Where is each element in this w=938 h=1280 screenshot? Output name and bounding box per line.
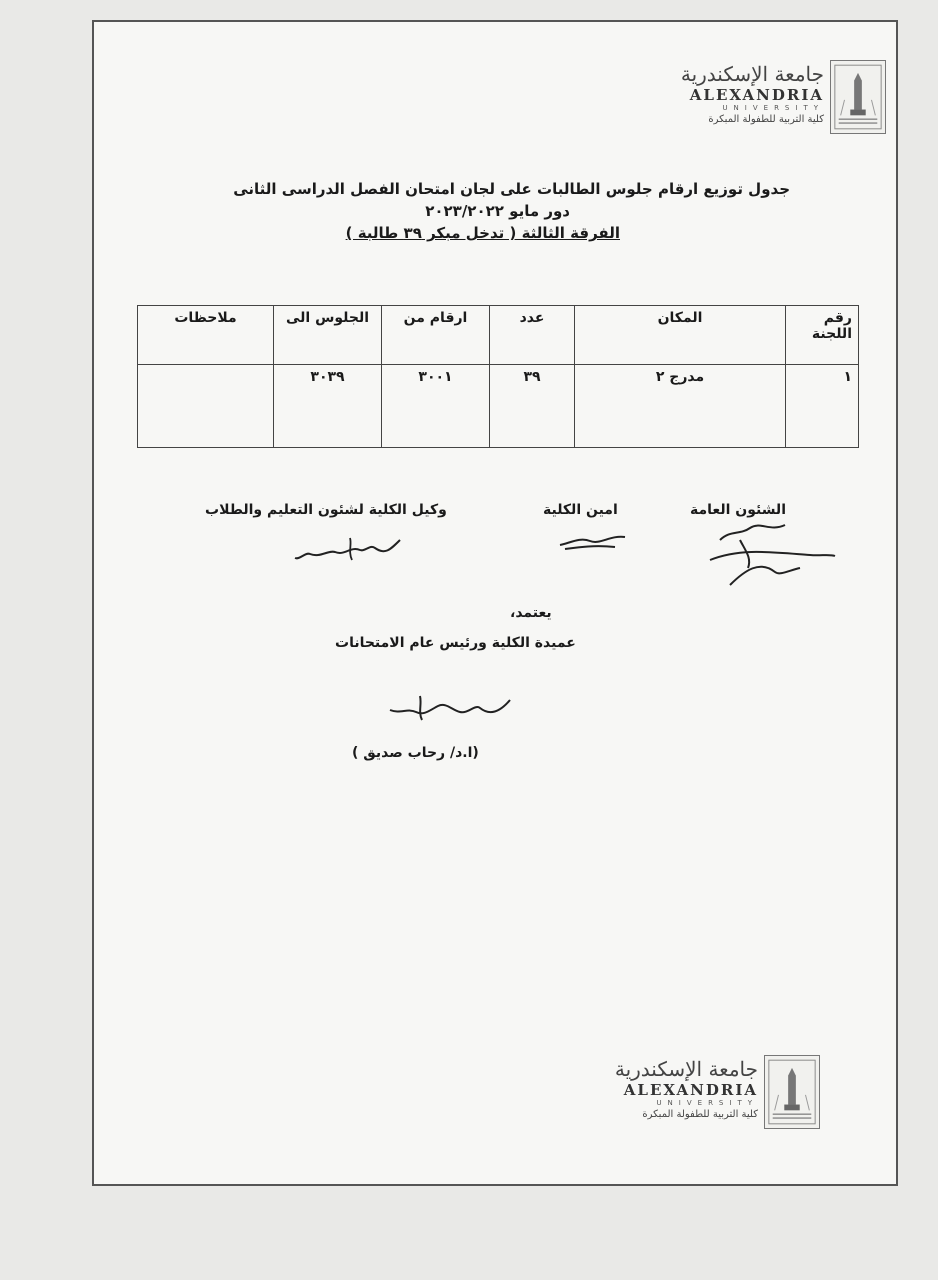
- footer-lighthouse-crest-icon: [764, 1055, 820, 1129]
- logo-english-name: ALEXANDRIA: [689, 86, 824, 104]
- approval-title: عميدة الكلية ورئيس عام الامتحانات: [335, 635, 576, 651]
- header-place: المكان: [575, 306, 786, 365]
- title-line-3: [150, 222, 620, 244]
- document-title: [150, 178, 800, 244]
- header-to: الجلوس الى: [274, 306, 382, 365]
- cell-committee: ١: [786, 365, 859, 448]
- vice-dean-signature: [290, 530, 410, 570]
- table-row: [138, 365, 859, 448]
- dean-signature: [380, 690, 520, 726]
- dean-name: (ا.د/ رحاب صديق ): [352, 745, 479, 761]
- cell-count: ٣٩: [490, 365, 575, 448]
- vice-dean-label: وكيل الكلية لشئون التعليم والطلاب: [205, 502, 447, 518]
- header-count: عدد: [490, 306, 575, 365]
- faculty-secretary-signature: [555, 525, 635, 555]
- header-notes: ملاحظات: [138, 306, 274, 365]
- seating-table: [137, 305, 859, 448]
- footer-logo-arabic-name: جامعة الإسكندرية: [614, 1057, 758, 1081]
- header-from: ارقام من: [382, 306, 490, 365]
- general-affairs-signature: [690, 510, 840, 590]
- header-committee: رقم اللجنة: [786, 306, 859, 365]
- cell-place: مدرج ٢: [575, 365, 786, 448]
- general-affairs-label: الشئون العامة: [690, 502, 786, 518]
- approval-label: يعتمد،: [510, 605, 552, 621]
- cell-notes: [138, 365, 274, 448]
- title-line-2: دور مايو ٢٠٢٣/٢٠٢٢: [425, 202, 570, 220]
- footer-logo-faculty-name: كلية التربية للطفولة المبكرة: [642, 1109, 758, 1120]
- logo-english-sub: UNIVERSITY: [722, 104, 824, 112]
- lighthouse-crest-icon: [830, 60, 886, 134]
- table-header-row: [138, 306, 859, 365]
- university-logo-header: [680, 60, 886, 140]
- cell-from: ٣٠٠١: [382, 365, 490, 448]
- cell-to: ٣٠٣٩: [274, 365, 382, 448]
- university-logo-footer: [614, 1055, 820, 1135]
- footer-logo-english-sub: UNIVERSITY: [656, 1099, 758, 1107]
- title-line-1: جدول توزيع ارقام جلوس الطالبات على لجان امتحان الفصل الدراسى الثانى: [233, 180, 790, 198]
- footer-logo-english-name: ALEXANDRIA: [623, 1081, 758, 1099]
- title-line-3-text: الفرقة الثالثة ( تدخل مبكر ٣٩ طالبة ): [345, 224, 620, 242]
- logo-arabic-name: جامعة الإسكندرية: [680, 62, 824, 86]
- faculty-secretary-label: امين الكلية: [543, 502, 618, 518]
- logo-faculty-name: كلية التربية للطفولة المبكرة: [708, 114, 824, 125]
